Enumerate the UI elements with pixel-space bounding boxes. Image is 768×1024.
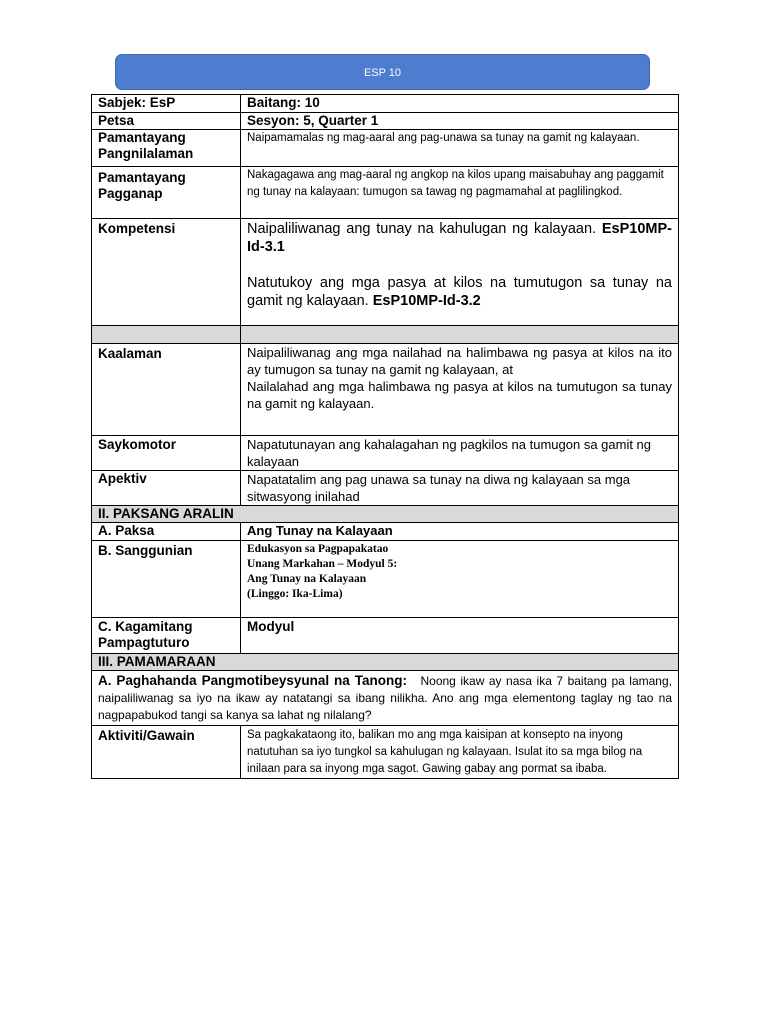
materials-value: Modyul	[241, 618, 679, 654]
knowledge-row	[92, 344, 679, 436]
knowledge-line-2: Nailalahad ang mga halimbawa ng pasya at kilos na tumutugon sa tunay na gamit ng kalayaan.	[247, 379, 672, 411]
topic-value: Ang Tunay na Kalayaan	[241, 523, 679, 541]
competency-item-2	[247, 274, 672, 310]
references-cell	[241, 541, 679, 618]
grade-value: Baitang: 10	[241, 95, 679, 113]
affective-value: Napatatalim ang pag unawa sa tunay na diwa ng kalayaan sa mga sitwasyong inilahad	[241, 471, 679, 506]
materials-row	[92, 618, 679, 654]
motivation-row	[92, 671, 679, 726]
activity-row	[92, 726, 679, 779]
topic-label: A. Paksa	[92, 523, 241, 541]
psychomotor-value: Napatutunayan ang kahalagahan ng pagkilos na tumugon sa gamit ng kalayaan	[241, 436, 679, 471]
reference-line-2: Unang Markahan – Modyul 5:	[247, 558, 398, 570]
affective-row	[92, 471, 679, 506]
section-2-title: II. PAKSANG ARALIN	[92, 506, 679, 523]
content-standard-row	[92, 130, 679, 167]
document-banner	[115, 54, 650, 90]
competency-item-1-code: EsP10MP-Id-3.1	[247, 221, 672, 255]
materials-label-line1: C. Kagamitang	[98, 619, 193, 634]
psychomotor-row	[92, 436, 679, 471]
materials-label	[92, 618, 241, 654]
activity-value: Sa pagkakataong ito, balikan mo ang mga kaisipan at konsepto na inyong natutuhan sa iyo tungkol sa kahulugan ng kalayaan. Isulat ito sa mga bilog na inilaan para sa inyong mga sagot. Gawing gabay ang pormat sa ibaba.	[241, 726, 679, 779]
section-3-title: III. PAMAMARAAN	[92, 654, 679, 671]
objectives-divider-row	[92, 326, 679, 344]
divider-cell-left	[92, 326, 241, 344]
performance-standard-value: Nakagagawa ang mag-aaral ng angkop na kilos upang maisabuhay ang paggamit ng tunay na kalayaan: tumugon sa tawag ng pagmamahal at paglilingkod.	[241, 167, 679, 219]
content-standard-label-line2: Pangnilalaman	[98, 146, 194, 161]
performance-standard-label-line1: Pamantayang	[98, 170, 186, 185]
competency-item-1-text: Naipaliliwanag ang tunay na kahulugan ng kalayaan.	[247, 221, 597, 237]
motivation-cell	[92, 671, 679, 726]
competency-item-2-text: Natutukoy ang mga pasya at kilos na tumutugon sa tunay na gamit ng kalayaan.	[247, 275, 672, 309]
competency-item-2-code: EsP10MP-Id-3.2	[372, 293, 481, 309]
date-label: Petsa	[92, 113, 241, 130]
motivation-label: A. Paghahanda Pangmotibeysyunal na Tanong:	[98, 673, 407, 688]
psychomotor-label: Saykomotor	[92, 436, 241, 471]
knowledge-line-1: Naipaliliwanag ang mga nailahad na halimbawa ng pasya at kilos na ito ay tumugon sa tunay na gamit ng kalayaan, at	[247, 345, 672, 377]
references-label: B. Sanggunian	[92, 541, 241, 618]
content-standard-label-line1: Pamantayang	[98, 130, 186, 145]
reference-line-3: Ang Tunay na Kalayaan	[247, 573, 367, 585]
banner-title: ESP 10	[363, 67, 402, 79]
knowledge-cell	[241, 344, 679, 436]
reference-line-1: Edukasyon sa Pagpapakatao	[247, 543, 389, 555]
session-value: Sesyon: 5, Quarter 1	[241, 113, 679, 130]
divider-cell-right	[241, 326, 679, 344]
performance-standard-label-line2: Pagganap	[98, 186, 163, 201]
references-row	[92, 541, 679, 618]
competency-cell	[241, 219, 679, 326]
section-3-header-row	[92, 654, 679, 671]
date-row	[92, 113, 679, 130]
knowledge-label: Kaalaman	[92, 344, 241, 436]
content-standard-label	[92, 130, 241, 167]
topic-row	[92, 523, 679, 541]
materials-label-line2: Pampagtuturo	[98, 635, 190, 650]
subject-row	[92, 95, 679, 113]
activity-label: Aktiviti/Gawain	[92, 726, 241, 779]
subject-label: Sabjek: EsP	[92, 95, 241, 113]
competency-item-1	[247, 220, 672, 256]
section-2-header-row	[92, 506, 679, 523]
performance-standard-label	[92, 167, 241, 219]
content-standard-value: Naipamamalas ng mag-aaral ang pag-unawa sa tunay na gamit ng kalayaan.	[241, 130, 679, 167]
affective-label: Apektiv	[92, 471, 241, 506]
performance-standard-row	[92, 167, 679, 219]
competency-label: Kompetensi	[92, 219, 241, 326]
competency-row	[92, 219, 679, 326]
motivation-text: Noong ikaw ay nasa ika 7 baitang pa lamang, naipaliliwanag sa iyo na ikaw ay natatangi sa ibang nilikha. Ano ang mga elementong taglay ng tao na nagpapabukod tangi sa kanya sa lahat ng nilalang?	[98, 674, 672, 722]
lesson-plan-table	[91, 94, 679, 779]
reference-line-4: (Linggo: Ika-Lima)	[247, 588, 343, 600]
